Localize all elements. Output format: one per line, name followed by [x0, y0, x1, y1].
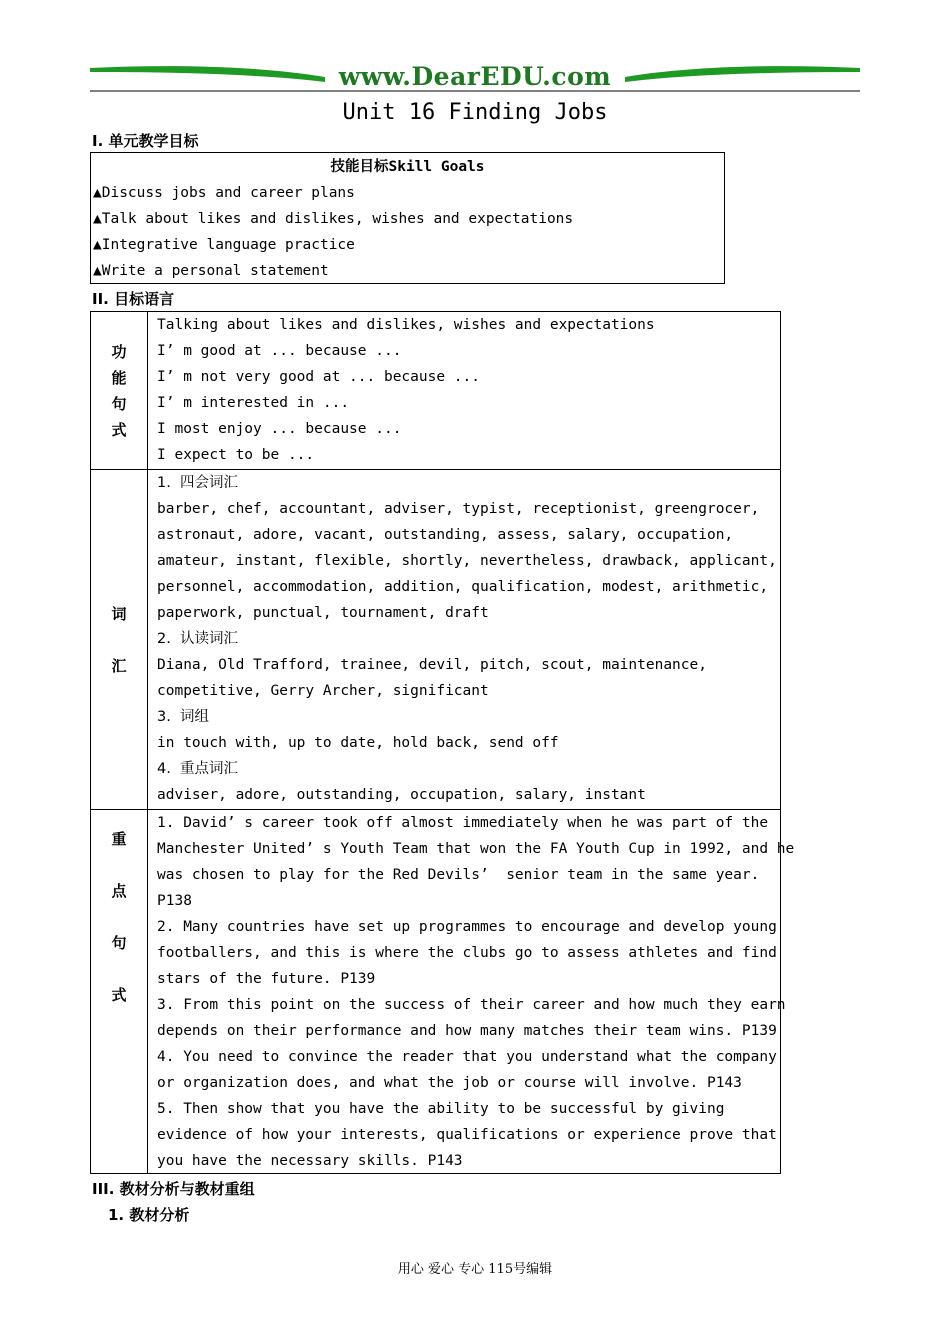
skill-goals-table: [90, 152, 725, 284]
row-label-key-sentences: [91, 810, 148, 1173]
content-line: 3. From this point on the success of their career and how much they earn: [157, 997, 786, 1013]
content-line: 1. David’ s career took off almost immediately when he was part of the: [157, 815, 769, 831]
row-label-vocabulary: [91, 470, 148, 809]
content-line: 4. 重点词汇: [157, 761, 239, 777]
section1-heading: Ⅰ. 单元教学目标: [92, 132, 199, 150]
content-line: evidence of how your interests, qualifications or experience prove that: [157, 1127, 777, 1143]
goal-item: ▲Discuss jobs and career plans: [93, 185, 355, 201]
content-line: I expect to be ...: [157, 447, 315, 463]
content-line: I’ m not very good at ... because ...: [157, 369, 481, 385]
content-line: I’ m interested in ...: [157, 395, 350, 411]
table-row-vocabulary: [91, 469, 780, 809]
content-line: Diana, Old Trafford, trainee, devil, pitch, scout, maintenance,: [157, 657, 707, 673]
content-line: depends on their performance and how many matches their team wins. P139: [157, 1023, 777, 1039]
goal-item: ▲Write a personal statement: [93, 263, 329, 279]
label-char: 重: [111, 830, 127, 848]
content-line: adviser, adore, outstanding, occupation, salary, instant: [157, 787, 646, 803]
content-line: I’ m good at ... because ...: [157, 343, 402, 359]
content-line: barber, chef, accountant, adviser, typist, receptionist, greengrocer,: [157, 501, 760, 517]
row-label-functional: [91, 312, 148, 469]
label-char: 句: [111, 394, 127, 413]
goal-item: ▲Talk about likes and dislikes, wishes and expectations: [93, 211, 574, 227]
page-footer: 用心 爱心 专心 115号编辑: [397, 1262, 553, 1277]
label-char: 能: [111, 368, 127, 387]
content-line: or organization does, and what the job or course will involve. P143: [157, 1075, 742, 1091]
page-title: Unit 16 Finding Jobs: [342, 100, 608, 125]
label-char: 点: [111, 882, 127, 900]
label-char: 词: [111, 604, 127, 623]
content-line: Talking about likes and dislikes, wishes and expectations: [157, 317, 655, 333]
row-content-key-sentences: [157, 810, 795, 1174]
content-line: 5. Then show that you have the ability to be successful by giving: [157, 1101, 725, 1117]
label-char: 式: [111, 986, 127, 1004]
section3-subheading: 1. 教材分析: [108, 1206, 190, 1224]
content-line: personnel, accommodation, addition, qualification, modest, arithmetic,: [157, 579, 769, 595]
content-line: Manchester United’ s Youth Team that won the FA Youth Cup in 1992, and he: [157, 841, 795, 857]
content-line: 4. You need to convince the reader that you understand what the company: [157, 1049, 777, 1065]
content-line: 2. Many countries have set up programmes to encourage and develop young: [157, 919, 777, 935]
label-char: 句: [111, 934, 127, 952]
site-banner: [90, 60, 860, 94]
content-line: amateur, instant, flexible, shortly, nevertheless, drawback, applicant,: [157, 553, 777, 569]
section2-heading: II. 目标语言: [92, 290, 175, 308]
label-char: 功: [111, 342, 127, 361]
table-row-functional: [91, 312, 780, 469]
row-content-functional: [157, 312, 774, 468]
section3-heading: III. 教材分析与教材重组: [92, 1180, 255, 1198]
content-line: 3. 词组: [157, 709, 210, 725]
row-content-vocabulary: [157, 470, 777, 808]
skill-goals-title: 技能目标Skill Goals: [330, 159, 485, 175]
content-line: footballers, and this is where the clubs go to assess athletes and find: [157, 945, 777, 961]
content-line: was chosen to play for the Red Devils’ senior team in the same year.: [157, 867, 760, 883]
content-line: P138: [157, 893, 192, 909]
table-row-key-sentences: [91, 809, 795, 1173]
goal-item: ▲Integrative language practice: [93, 237, 355, 253]
content-line: paperwork, punctual, tournament, draft: [157, 605, 489, 621]
content-line: astronaut, adore, vacant, outstanding, assess, salary, occupation,: [157, 527, 734, 543]
target-language-table: [90, 311, 795, 1174]
label-char: 汇: [111, 656, 127, 675]
content-line: 2. 认读词汇: [157, 631, 239, 647]
content-line: I most enjoy ... because ...: [157, 421, 402, 437]
content-line: in touch with, up to date, hold back, send off: [157, 735, 559, 751]
content-line: you have the necessary skills. P143: [157, 1153, 463, 1169]
content-line: stars of the future. P139: [157, 971, 376, 987]
label-char: 式: [111, 420, 127, 439]
site-logo-text: www.DearEDU.com: [338, 62, 612, 91]
content-line: 1. 四会词汇: [157, 475, 239, 491]
content-line: competitive, Gerry Archer, significant: [157, 683, 489, 699]
